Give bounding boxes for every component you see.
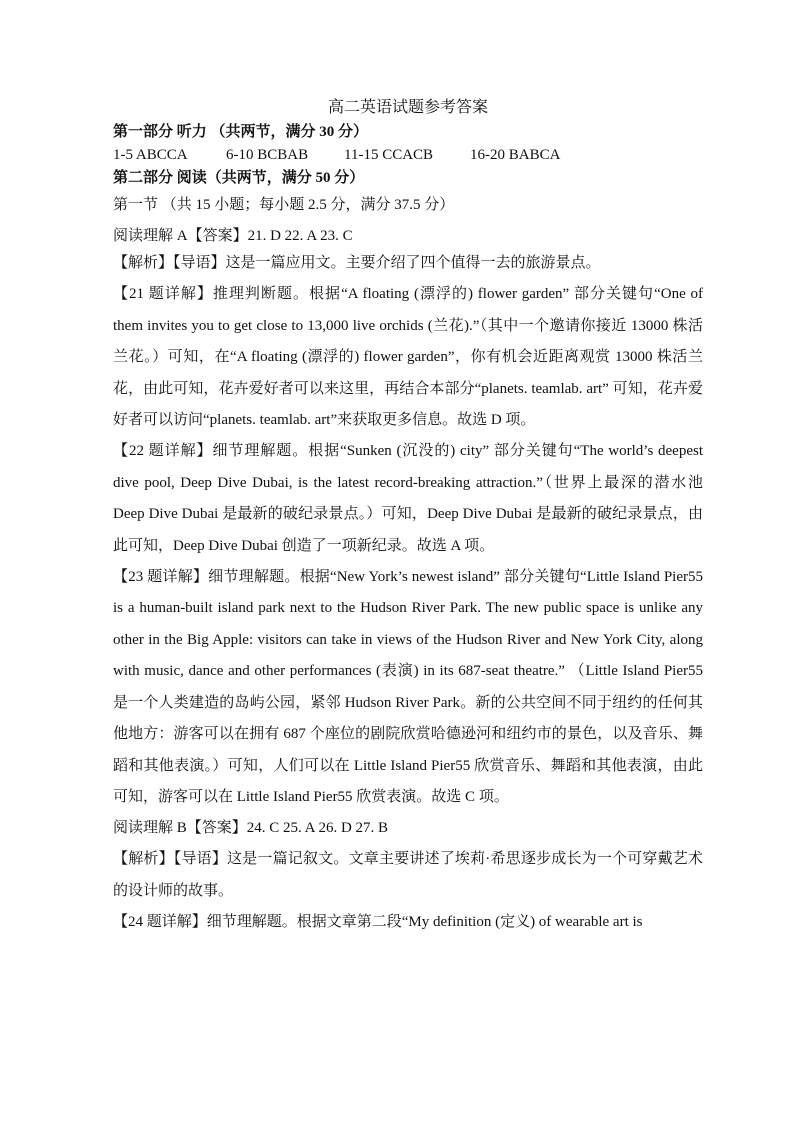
section1-heading: 第一节 （共 15 小题；每小题 2.5 分，满分 37.5 分） — [113, 197, 455, 213]
question-24-explanation: 【24 题详解】细节理解题。根据文章第二段“My definition (定义) of wearable art is — [113, 914, 643, 931]
answer-key-page — [113, 96, 703, 939]
part1-answers — [113, 144, 703, 167]
reading-a-intro: 【解析】【导语】这是一篇应用文。主要介绍了四个值得一去的旅游景点。 — [113, 255, 601, 271]
reading-a-answer: 阅读理解 A【答案】21. D 22. A 23. C — [113, 228, 353, 244]
reading-b-intro: 【解析】【导语】这是一篇记叙文。文章主要讲述了埃莉·希思逐步成长为一个可穿戴艺术的设计师的故事。 — [113, 851, 703, 899]
answer-group-2: 6-10 BCBAB — [226, 147, 309, 163]
question-22-explanation: 【22 题详解】细节理解题。根据“Sunken (沉没的) city” 部分关键句“The world’s deepest dive pool, Deep Dive Dubai, is the latest record-breaking attraction.”（世界上最深的潜水池 Deep Dive Dubai 是最新的破纪录景点。）可知，Deep Dive Dubai 是最新的破纪录景点，由此可知，Deep Dive Dubai 创造了一项新纪录。故选 A 项。 — [113, 443, 703, 554]
part2-heading: 第二部分 阅读（共两节，满分 50 分） — [113, 170, 365, 186]
document-title: 高二英语试题参考答案 — [327, 99, 488, 116]
answer-group-4: 16-20 BABCA — [470, 147, 561, 163]
answer-group-3: 11-15 CCACB — [344, 147, 434, 163]
reading-b-answer: 阅读理解 B【答案】24. C 25. A 26. D 27. B — [113, 820, 389, 837]
question-21-explanation: 【21 题详解】推理判断题。根据“A floating (漂浮的) flower garden” 部分关键句“One of them invites you to get close to 13,000 live orchids (兰花).”（其中一个邀请你接近 13000 株活兰花。）可知，在“A floating (漂浮的) flower garden”，你有机会近距离观赏 13000 株活兰花，由此可知，花卉爱好者可以来这里，再结合本部分“planets. teamlab. art” 可知，花卉爱好者可以访问“planets. teamlab. art”来获取更多信息。故选 D 项。 — [113, 286, 703, 429]
question-23-explanation: 【23 题详解】细节理解题。根据“New York’s newest island” 部分关键句“Little Island Pier55 is a human-built island park next to the Hudson River Park. The new public space is unlike any other in the Big Apple: visitors can take in views of the Hudson River and New York City, along with music, dance and other performances (表演) in its 687-seat theatre.” （Little Island Pier55 是一个人类建造的岛屿公园，紧邻 Hudson River Park。新的公共空间不同于纽约的任何其他地方：游客可以在拥有 687 个座位的剧院欣赏哈德逊河和纽约市的景色，以及音乐、舞蹈和其他表演。）可知，人们可以在 Little Island Pier55 欣赏音乐、舞蹈和其他表演，由此可知，游客可以在 Little Island Pier55 欣赏表演。故选 C 项。 — [113, 569, 703, 805]
part1-heading: 第一部分 听力 （共两节，满分 30 分） — [113, 124, 369, 140]
answer-group-1: 1-5 ABCCA — [113, 147, 188, 163]
